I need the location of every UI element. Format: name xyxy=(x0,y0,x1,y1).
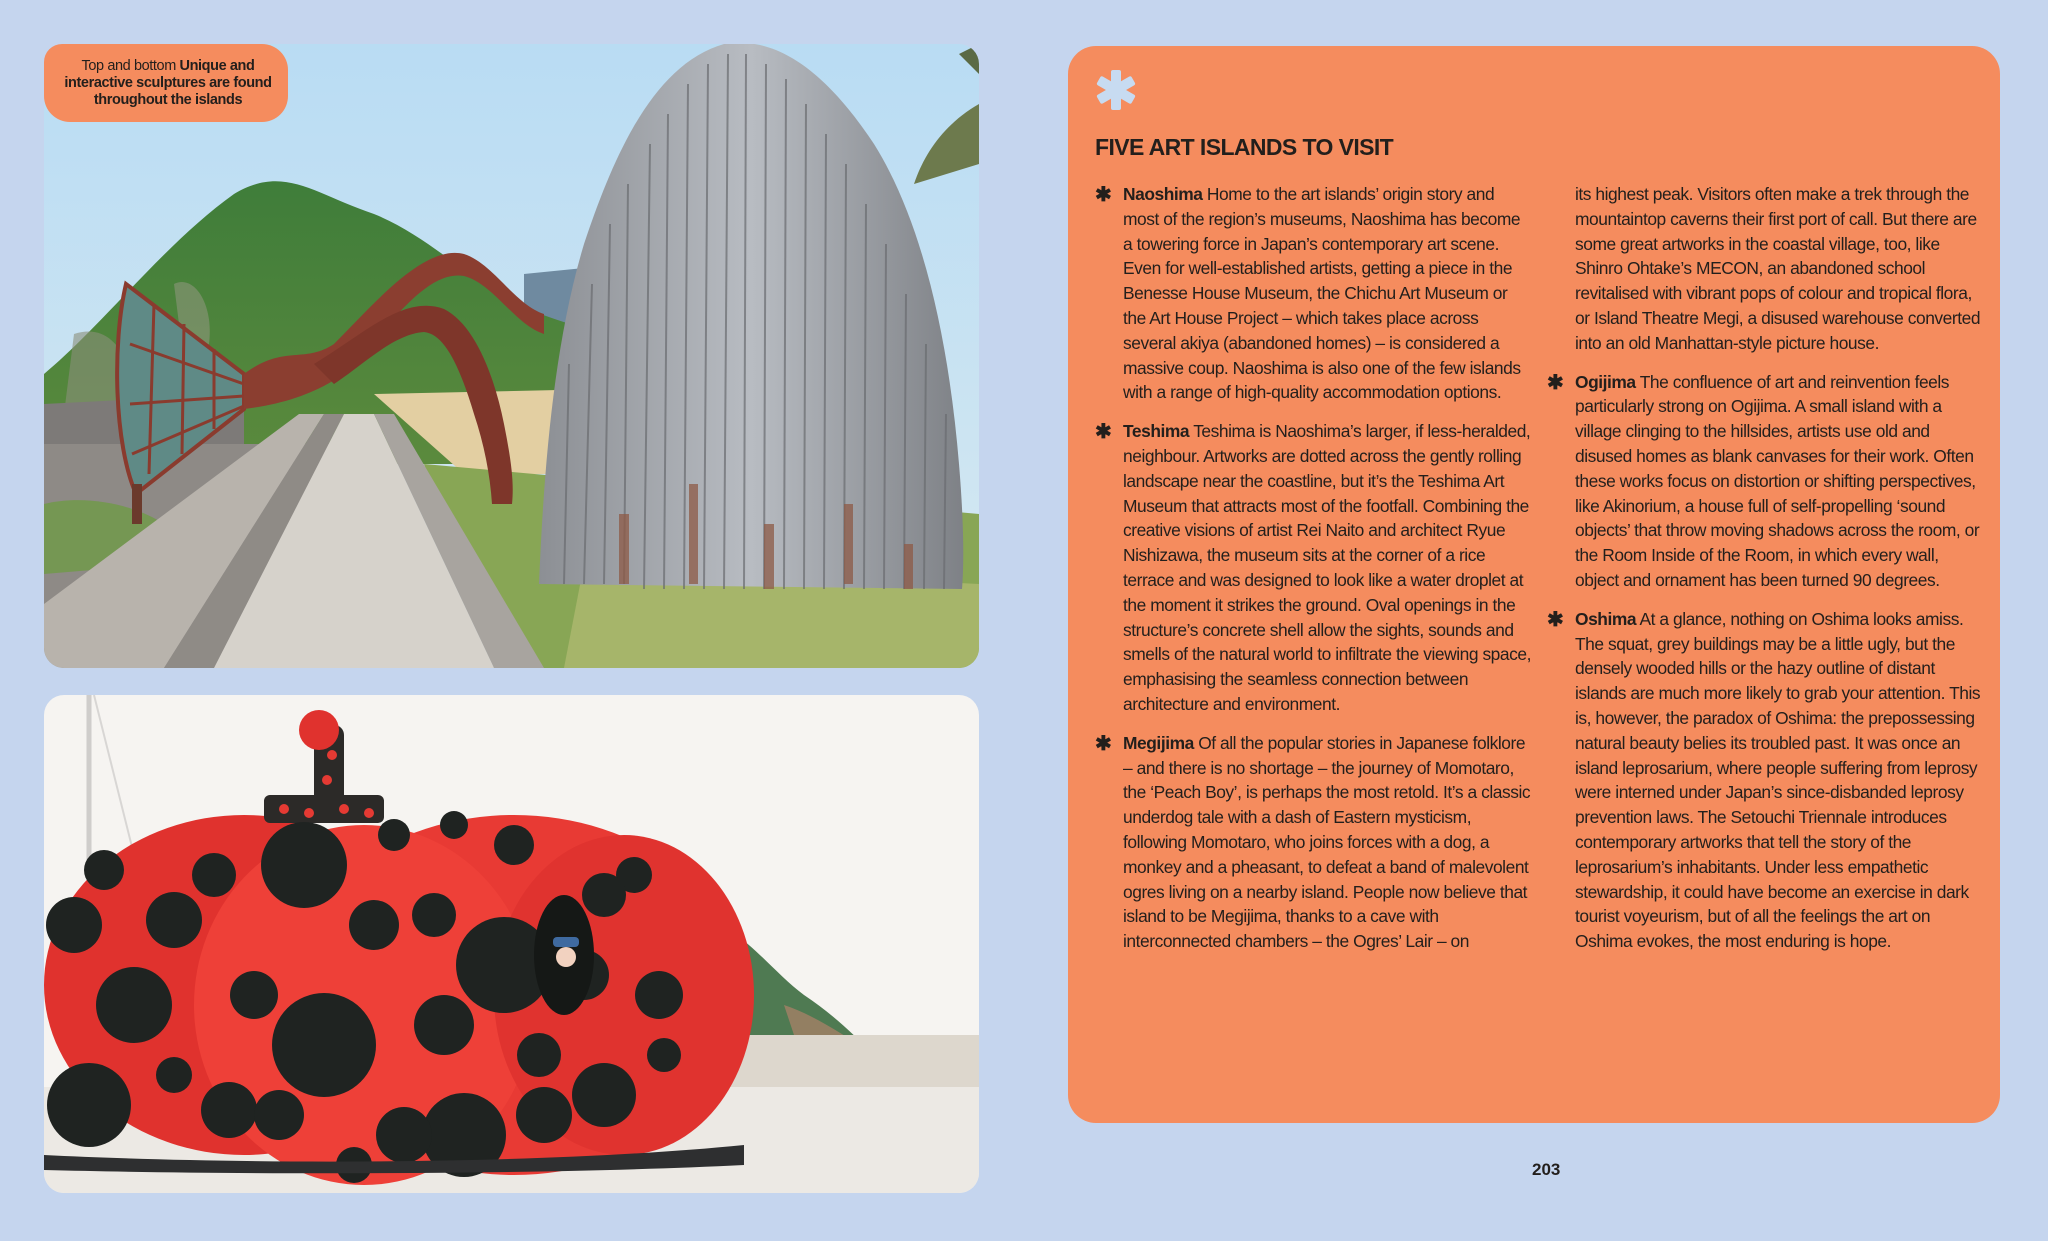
island-description: Teshima is Naoshima’s larger, if less-heralded, neighbour. Artworks are dotted across the gently rolling landscape near the coastline, but it’s the Teshima Art Museum that attracts most of the footfall. Combining the creative visions of artist Rei Naito and architect Ryue Nishizawa, the museum sits at the corner of a rice terrace and was designed to look like a water droplet at the moment it strikes the ground. Oval openings in the structure’s concrete shell allow the sights, sounds and smells of the natural world to infiltrate the viewing space, emphasising the seamless connection between architecture and environment. xyxy=(1123,421,1531,714)
text-column-left xyxy=(1095,182,1533,968)
island-description: The confluence of art and reinvention feels particularly strong on Ogijima. A small island with a village clinging to the hillsides, artists use old and disused homes as blank canvases for their work. Often these works focus on distortion or shifting perspectives, like Akinorium, a house full of self-propelling ‘sound objects’ that throw moving shadows across the room, or the Room Inside of the Room, in which every wall, object and ornament has been turned 90 degrees. xyxy=(1575,371,1980,590)
photo-sculptures-top xyxy=(44,44,979,668)
asterisk-bullet-icon: ✱ xyxy=(1095,732,1112,755)
asterisk-bullet-icon: ✱ xyxy=(1547,371,1564,394)
island-entry-teshima xyxy=(1095,419,1533,717)
pumpkin-photo-illustration xyxy=(44,695,979,1193)
page-number: 203 xyxy=(1532,1160,1561,1179)
text-column-right xyxy=(1547,182,1985,968)
island-entry-naoshima xyxy=(1095,182,1533,405)
panel-title: FIVE ART ISLANDS TO VISIT xyxy=(1095,134,1394,160)
island-description: Of all the popular stories in Japanese folklore – and there is no shortage – the journey of Momotaro, the ‘Peach Boy’, is perhaps the most retold. It’s a classic underdog tale with a dash of Eastern mysticism, following Momotaro, who joins forces with a dog, a monkey and a pheasant, to defeat a band of malevolent ogres living on a nearby island. People now believe that island to be Megijima, thanks to a cave with interconnected chambers – the Ogres’ Lair – on xyxy=(1123,732,1531,952)
caption-lead: Top and bottom xyxy=(81,58,180,74)
island-description: Home to the art islands’ origin story and most of the region’s museums, Naoshima has become a towering force in Japan’s contemporary art scene. Even for well-established artists, getting a piece in the Benesse House Museum, the Chichu Art Museum or the Art House Project – which takes place across several akiya (abandoned homes) – is considered a massive coup. Naoshima is also one of the few islands with a range of high-quality accommodation options. xyxy=(1123,184,1521,403)
island-name: Megijima xyxy=(1123,732,1194,753)
asterisk-bullet-icon: ✱ xyxy=(1095,421,1112,444)
island-name: Oshima xyxy=(1575,608,1637,629)
asterisk-bullet-icon: ✱ xyxy=(1547,608,1564,631)
asterisk-icon xyxy=(1094,68,1138,112)
caption-bold: Unique and interactive sculptures are found throughout the islands xyxy=(64,58,272,108)
island-description: At a glance, nothing on Oshima looks amiss. The squat, grey buildings may be a little ugly, but the densely wooded hills or the hazy outline of distant islands are much more likely to grab your attention. This is, however, the paradox of Oshima: the prepossessing natural beauty belies its troubled past. It was once an island leprosarium, where people suffering from leprosy were interned under Japan’s since-disbanded leprosy prevention laws. The Setouchi Triennale introduces contemporary artworks that tell the story of the leprosarium’s inhabitants. Under less empathetic stewardship, it could have become an exercise in dark tourist voyeurism, but of all the feelings the art on Oshima evokes, the most enduring is hope. xyxy=(1575,608,1981,952)
photo-caption xyxy=(44,44,288,122)
island-entry-megijima-continued: its highest peak. Visitors often make a trek through the mountaintop caverns their first port of call. But there are some great artworks in the coastal village, too, like Shinro Ohtake’s MECON, an abandoned school revitalised with vibrant pops of colour and tropical flora, or Island Theatre Megi, a disused warehouse converted into an old Manhattan-style picture house. xyxy=(1575,184,1981,353)
island-name: Teshima xyxy=(1123,421,1190,442)
photo-sculptures-bottom xyxy=(44,695,979,1193)
island-entry-oshima xyxy=(1547,607,1985,954)
art-islands-panel xyxy=(1068,46,2000,1123)
sculpture-photo-illustration xyxy=(44,44,979,668)
island-entry-ogijima xyxy=(1547,370,1985,593)
island-entry-megijima xyxy=(1095,731,1533,954)
asterisk-bullet-icon: ✱ xyxy=(1095,184,1112,206)
island-name: Ogijima xyxy=(1575,371,1636,392)
island-name: Naoshima xyxy=(1123,184,1203,204)
